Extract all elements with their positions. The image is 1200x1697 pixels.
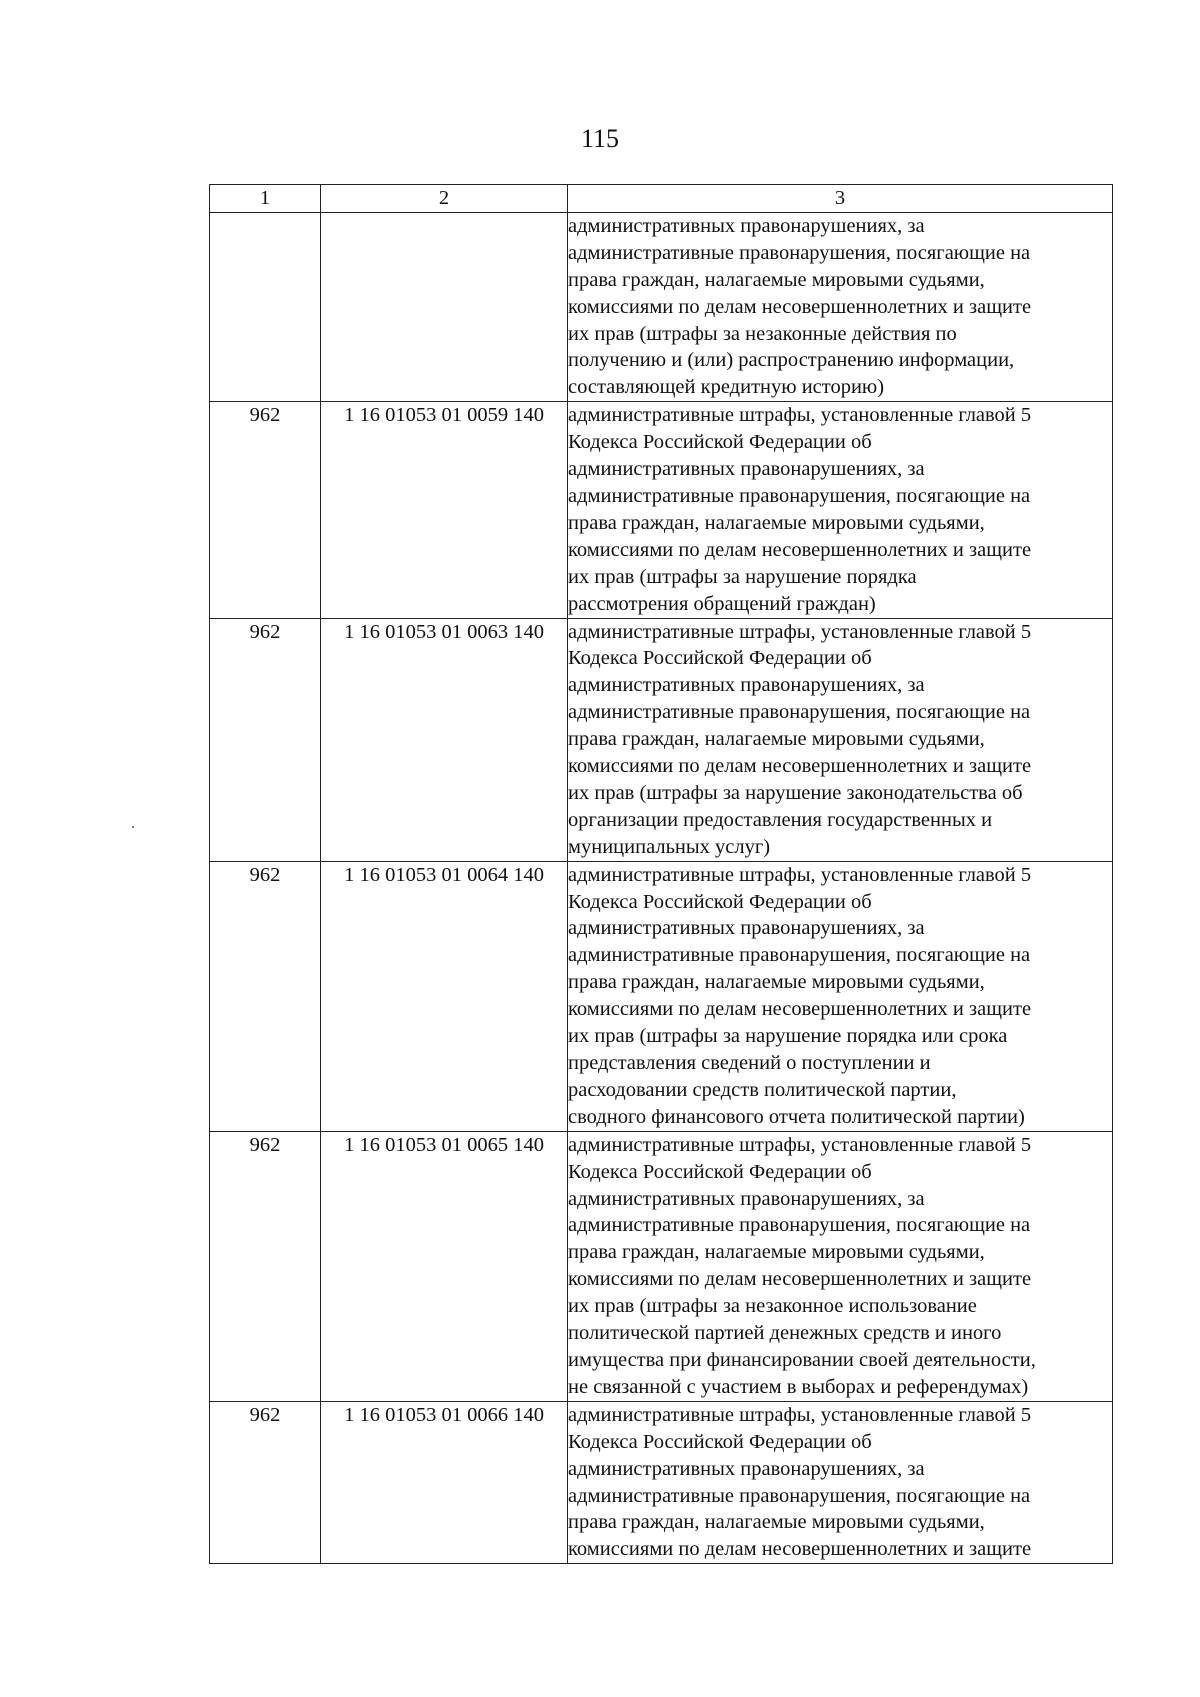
admin-code-cell: 962 [210, 402, 321, 618]
column-header-3: 3 [568, 185, 1113, 213]
description-line: административные правонарушения, посягающие на [568, 1484, 1031, 1507]
description-line: организации предоставления государственных и [568, 808, 993, 831]
description-cell [568, 618, 1113, 861]
column-header-1: 1 [210, 185, 321, 213]
table-row [210, 1131, 1113, 1401]
budget-codes-table [209, 184, 1113, 1564]
description-line: представления сведений о поступлении и [568, 1052, 931, 1074]
description-line: административные правонарушения, посягающие на [568, 701, 1031, 724]
description-line: Кодекса Российской Федерации об [568, 1430, 872, 1453]
description-line: административные правонарушения, посягающие на [568, 1214, 1031, 1237]
description-line: Кодекса Российской Федерации об [568, 1160, 872, 1183]
budget-code-cell: 1 16 01053 01 0066 140 [321, 1401, 568, 1563]
budget-code-cell: 1 16 01053 01 0065 140 [321, 1131, 568, 1401]
description-line: права граждан, налагаемые мировыми судьями, [568, 1511, 985, 1534]
description-line: административные правонарушения, посягающие на [568, 484, 1031, 507]
description-line: Кодекса Российской Федерации об [568, 431, 872, 454]
description-line: административные штрафы, установленные главой 5 [568, 1133, 1032, 1156]
description-line: их прав (штрафы за незаконные действия по [568, 322, 957, 345]
description-line: составляющей кредитную историю) [568, 376, 885, 399]
description-line: комиссиями по делам несовершеннолетних и защите [568, 998, 1032, 1021]
description-cell [568, 212, 1113, 401]
description-line: их прав (штрафы за нарушение порядка [568, 565, 917, 588]
column-header-2: 2 [321, 185, 568, 213]
budget-code-cell: 1 16 01053 01 0064 140 [321, 861, 568, 1131]
admin-code-cell: 962 [210, 1401, 321, 1563]
admin-code-cell [210, 212, 321, 401]
description-line: права граждан, налагаемые мировыми судьями, [568, 971, 985, 994]
description-cell [568, 1401, 1113, 1563]
description-line: комиссиями по делам несовершеннолетних и защите [568, 755, 1032, 778]
description-line: получению и (или) распространению информации, [568, 349, 1015, 372]
budget-code-cell [321, 212, 568, 401]
description-line: Кодекса Российской Федерации об [568, 647, 872, 670]
description-line: административные штрафы, установленные главой 5 [568, 863, 1032, 886]
description-cell [568, 1131, 1113, 1401]
description-line: комиссиями по делам несовершеннолетних и защите [568, 295, 1032, 318]
table-header-row [210, 185, 1113, 213]
description-line: права граждан, налагаемые мировыми судьями, [568, 1241, 985, 1264]
admin-code-cell: 962 [210, 1131, 321, 1401]
description-line: не связанной с участием в выборах и референдумах) [568, 1375, 1029, 1398]
description-line: комиссиями по делам несовершеннолетних и защите [568, 1538, 1032, 1561]
page-number: 115 [580, 124, 620, 153]
description-cell [568, 402, 1113, 618]
description-line: административных правонарушениях, за [568, 1187, 925, 1210]
description-line: Кодекса Российской Федерации об [568, 890, 872, 913]
description-line: административных правонарушениях, за [568, 1457, 925, 1480]
description-line: административных правонарушениях, за [568, 458, 925, 481]
description-line: комиссиями по делам несовершеннолетних и защите [568, 1268, 1032, 1291]
scan-speck [132, 826, 134, 828]
description-line: права граждан, налагаемые мировыми судьями, [568, 728, 985, 751]
table-row [210, 618, 1113, 861]
description-line: административные правонарушения, посягающие на [568, 241, 1031, 264]
description-line: политической партией денежных средств и иного [568, 1322, 1002, 1345]
description-line: расходовании средств политической партии, [568, 1078, 957, 1101]
budget-code-cell: 1 16 01053 01 0063 140 [321, 618, 568, 861]
description-line: рассмотрения обращений граждан) [568, 592, 876, 615]
description-line: муниципальных услуг) [568, 835, 771, 858]
description-line: административные правонарушения, посягающие на [568, 944, 1031, 967]
table-row [210, 402, 1113, 618]
description-line: административные штрафы, установленные главой 5 [568, 620, 1032, 643]
table-body [210, 185, 1113, 1564]
description-cell [568, 861, 1113, 1131]
description-line: административных правонарушениях, за [568, 917, 925, 940]
description-line: сводного финансового отчета политической партии) [568, 1105, 1025, 1128]
description-line: их прав (штрафы за нарушение порядка или срока [568, 1025, 1008, 1048]
description-line: права граждан, налагаемые мировыми судьями, [568, 268, 985, 291]
table-row [210, 861, 1113, 1131]
admin-code-cell: 962 [210, 861, 321, 1131]
description-line: административных правонарушениях, за [568, 674, 925, 697]
description-line: административные штрафы, установленные главой 5 [568, 1403, 1032, 1426]
description-line: административные штрафы, установленные главой 5 [568, 404, 1032, 427]
description-line: имущества при финансировании своей деятельности, [568, 1348, 1036, 1371]
table-row [210, 212, 1113, 401]
description-line: комиссиями по делам несовершеннолетних и защите [568, 538, 1032, 561]
table-row [210, 1401, 1113, 1563]
description-line: их прав (штрафы за нарушение законодательства об [568, 781, 1023, 804]
budget-code-cell: 1 16 01053 01 0059 140 [321, 402, 568, 618]
admin-code-cell: 962 [210, 618, 321, 861]
description-line: права граждан, налагаемые мировыми судьями, [568, 511, 985, 534]
description-line: их прав (штрафы за незаконное использование [568, 1295, 977, 1318]
description-line: административных правонарушениях, за [568, 214, 925, 237]
